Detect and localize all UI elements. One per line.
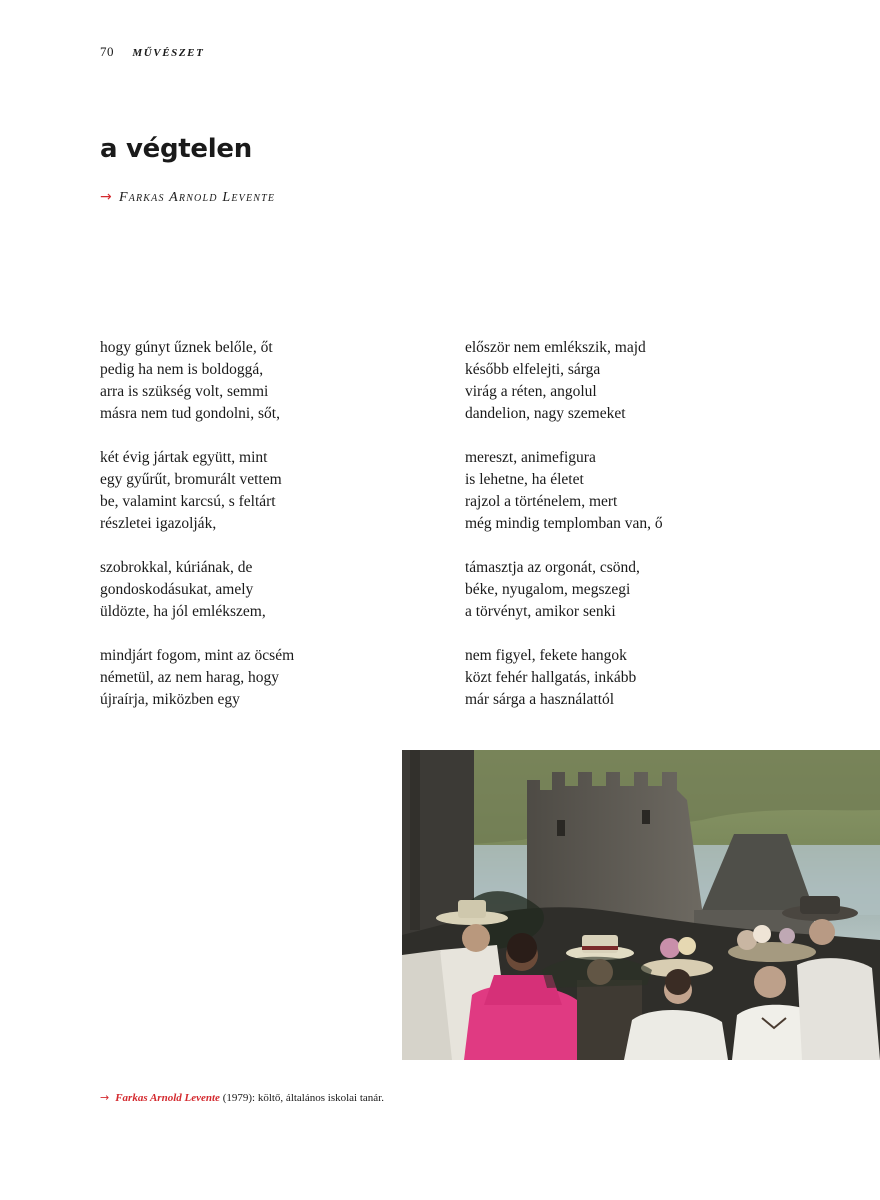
poem-line: támasztja az orgonát, csönd, [465,559,640,576]
arrow-icon: → [100,189,113,205]
footnote-text: (1979): költő, általános iskolai tanár. [219,1092,384,1104]
poem-line: már sárga a használattól [465,691,615,708]
poem-line: gondoskodásukat, amely [100,581,254,598]
running-header [100,44,204,60]
poem-line: szobrokkal, kúriának, de [100,559,253,576]
poem-line: mindjárt fogom, mint az öcsém [100,647,295,664]
poem-line: később elfelejti, sárga [465,361,601,378]
poem-line: rajzol a történelem, mert [465,493,618,510]
poem-line: nem figyel, fekete hangok [465,647,627,664]
footnote-author-name: Farkas Arnold Levente [115,1092,220,1104]
poem-column-right [465,337,795,733]
poem-line: be, valamint karcsú, s feltárt [100,493,276,510]
stanza [465,645,795,711]
stanza [465,557,795,623]
footnote [100,1091,384,1104]
poem-line: németül, az nem harag, hogy [100,669,280,686]
poem-line: hogy gúnyt űznek belőle, őt [100,339,273,356]
poem-line: virág a réten, angolul [465,383,597,400]
stanza [465,447,795,535]
arrow-icon: → [100,1091,110,1104]
poem-line: üldözte, ha jól emlékszem, [100,603,266,620]
historical-photograph [402,750,880,1060]
section-name: MŰVÉSZET [132,47,205,59]
poem-line: két évig jártak együtt, mint [100,449,268,466]
poem-column-left [100,337,430,733]
poem-line: még mindig templomban van, ő [465,515,663,532]
poem-line: dandelion, nagy szemeket [465,405,626,422]
poem-line: béke, nyugalom, megszegi [465,581,631,598]
stanza [465,337,795,425]
poem-line: közt fehér hallgatás, inkább [465,669,637,686]
poem-line: is lehetne, ha életet [465,471,584,488]
stanza [100,557,430,623]
poem-line: egy gyűrűt, bromurált vettem [100,471,282,488]
poem-line: először nem emlékszik, majd [465,339,646,356]
poem-line: részletei igazolják, [100,515,217,532]
author-line [100,189,275,206]
poem-line: pedig ha nem is boldoggá, [100,361,264,378]
poem-line: mereszt, animefigura [465,449,596,466]
stanza [100,645,430,711]
poem-line: a törvényt, amikor senki [465,603,616,620]
stanza [100,447,430,535]
poem-line: újraírja, miközben egy [100,691,240,708]
stanza [100,337,430,425]
page-number: 70 [100,44,114,59]
author-name: Farkas Arnold Levente [118,190,276,205]
poem-title: a végtelen [100,134,252,164]
poem-line: arra is szükség volt, semmi [100,383,269,400]
poem-line: másra nem tud gondolni, sőt, [100,405,280,422]
